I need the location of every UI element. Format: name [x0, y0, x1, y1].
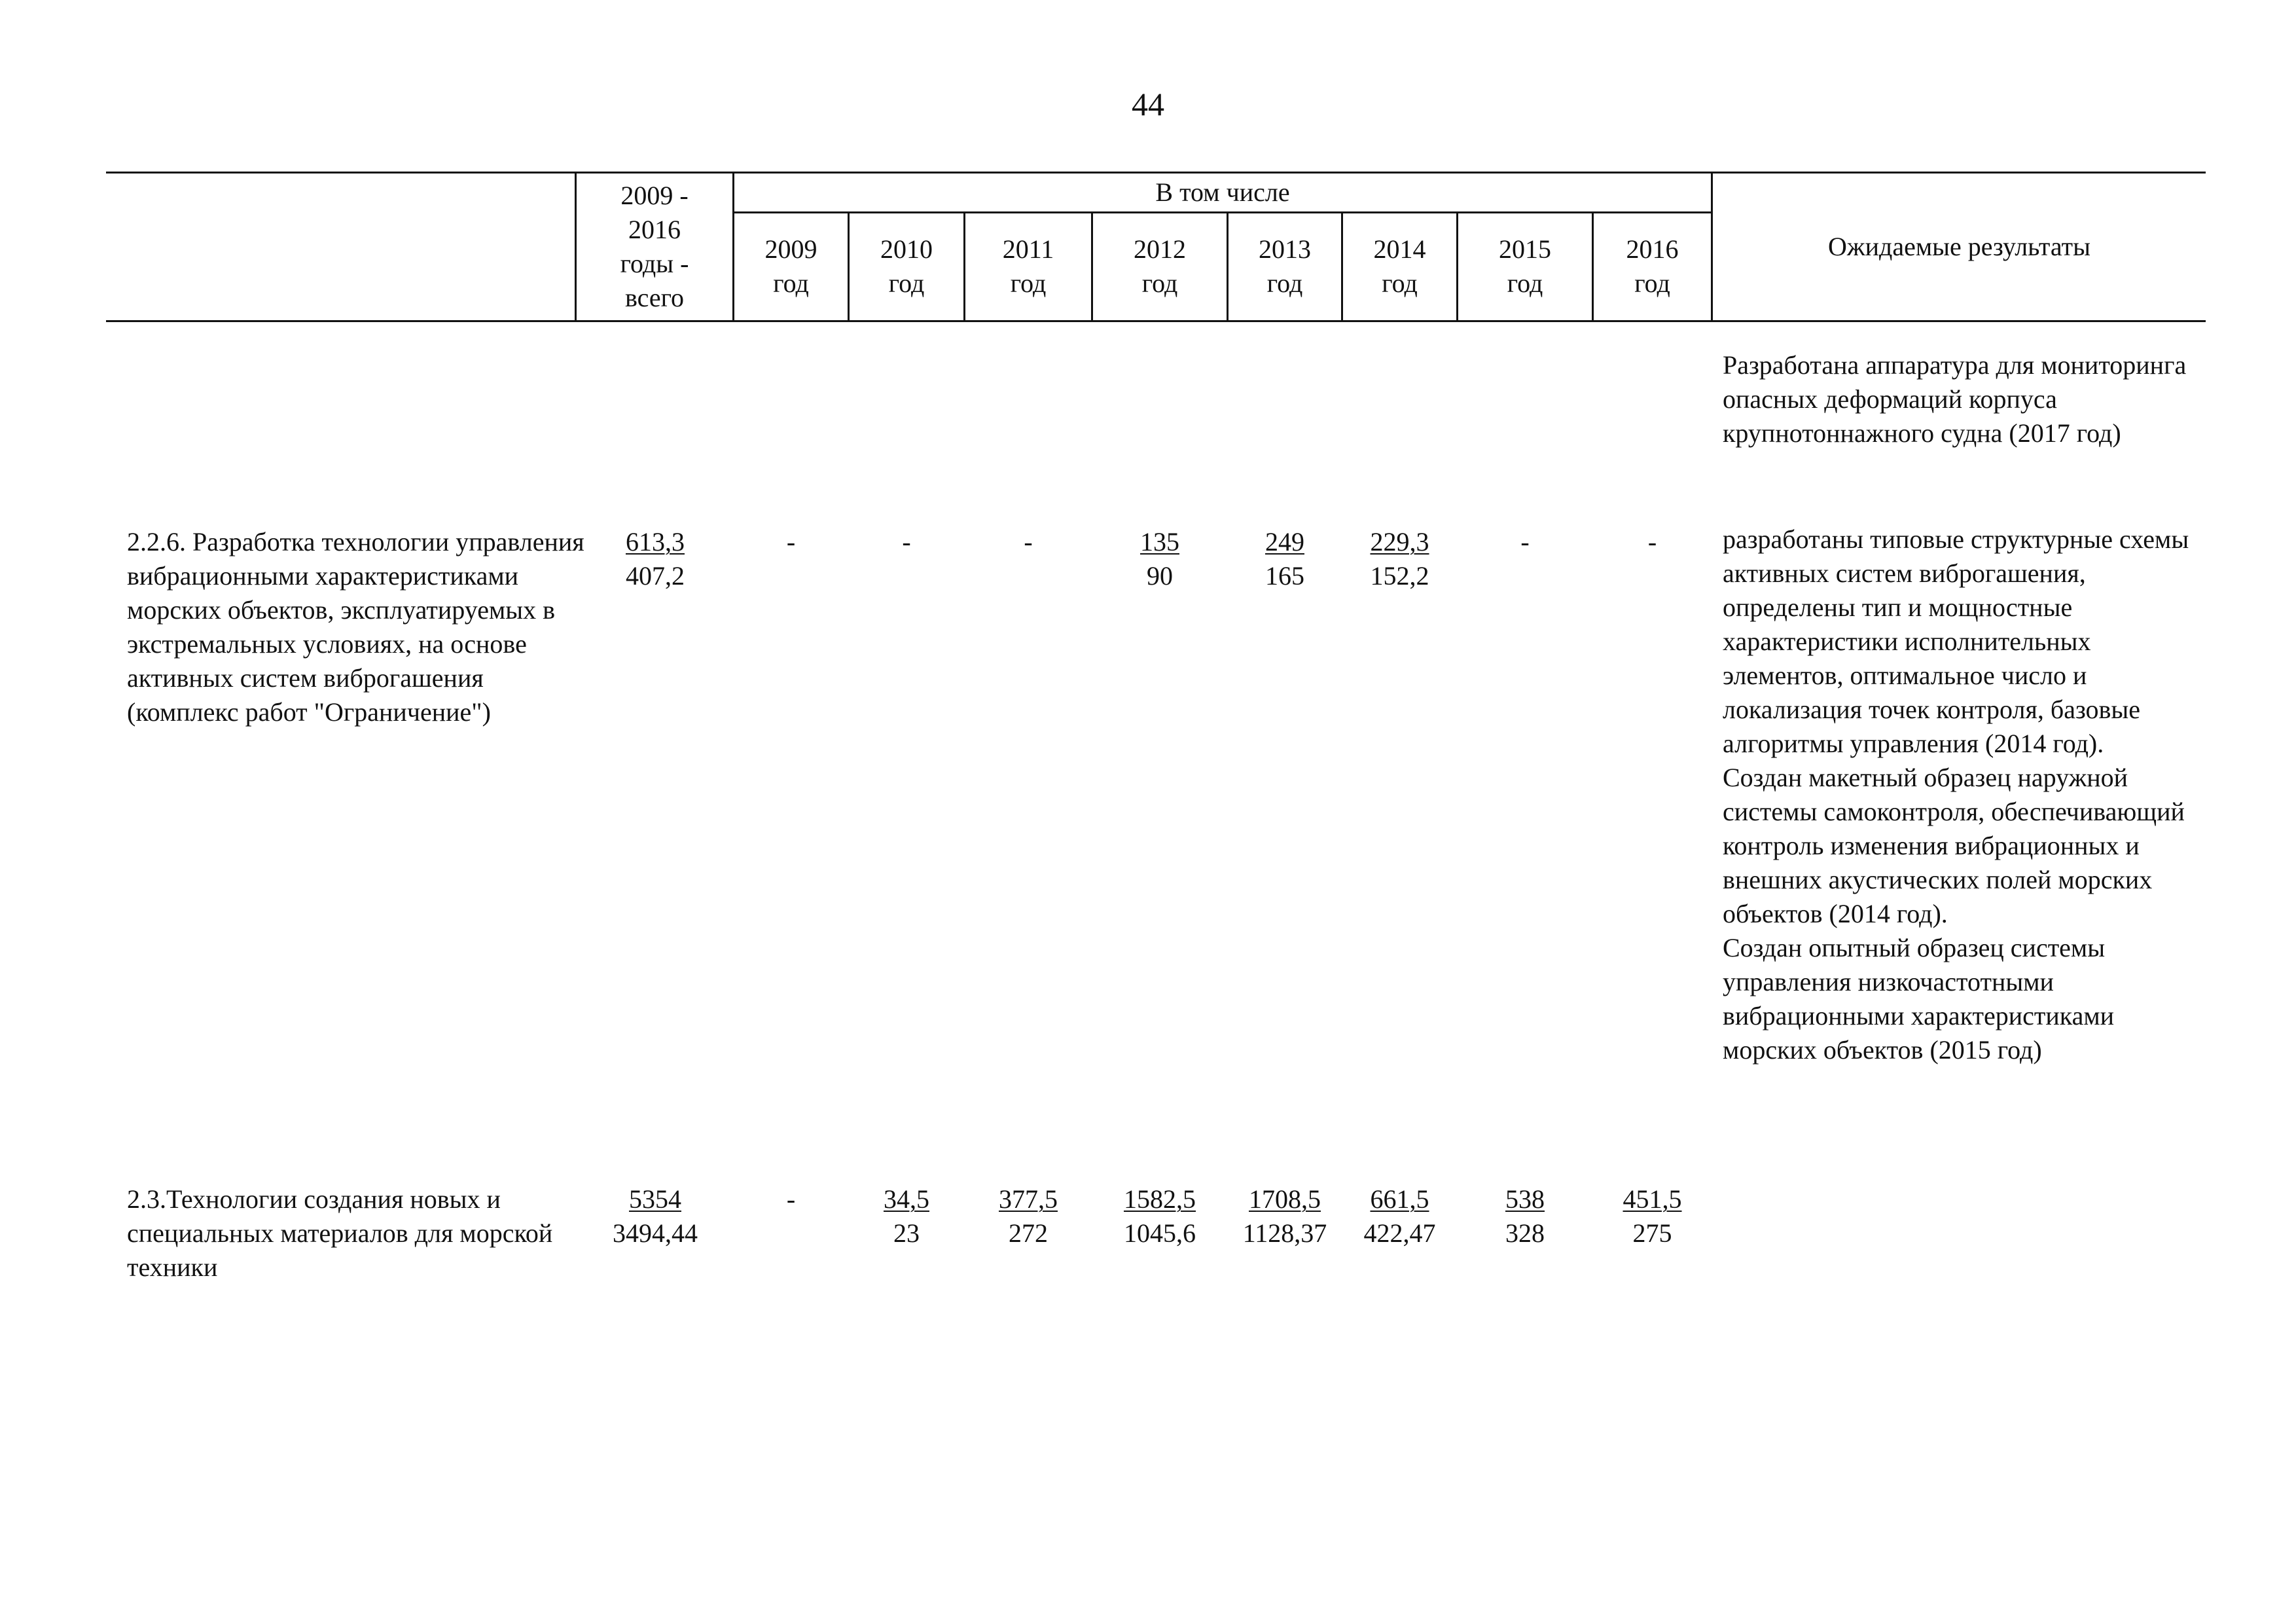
year-header-unit: год: [773, 268, 809, 298]
value-primary: 5354: [629, 1184, 681, 1214]
value-cell: [1594, 525, 1711, 559]
year-header-unit: год: [888, 268, 925, 298]
table-header: [106, 172, 2206, 322]
row-name: 2.3.Технологии создания новых и специальных материалов для морской техники: [127, 1184, 553, 1282]
year-header-unit: год: [1507, 268, 1543, 298]
value-secondary: 275: [1632, 1218, 1672, 1248]
value-primary: 451,5: [1623, 1184, 1682, 1214]
value-cell: [965, 525, 1091, 559]
value-primary: 613,3: [626, 527, 685, 556]
value-primary: 538: [1505, 1184, 1545, 1214]
value-cell: [1343, 1182, 1456, 1250]
value-secondary: 152,2: [1370, 561, 1429, 591]
value-cell: [1458, 1182, 1592, 1250]
value-cell: [734, 525, 848, 559]
value-secondary: 422,47: [1363, 1218, 1436, 1248]
value-cell: [1458, 525, 1592, 559]
year-header-unit: год: [1141, 268, 1178, 298]
year-header: [1458, 213, 1592, 320]
value-cell: [965, 1182, 1091, 1250]
year-header-year: 2010: [880, 234, 933, 264]
value-cell: [1594, 1182, 1711, 1250]
year-header-year: 2014: [1373, 234, 1426, 264]
year-header: [1343, 213, 1456, 320]
value-primary: 249: [1265, 527, 1304, 556]
value-cell: [577, 525, 733, 593]
value-cell: [734, 1182, 848, 1216]
year-header-unit: год: [1266, 268, 1303, 298]
value-secondary: 407,2: [626, 561, 685, 591]
value-primary: -: [1647, 527, 1657, 556]
value-secondary: 328: [1505, 1218, 1545, 1248]
year-header-year: 2009: [764, 234, 817, 264]
year-header: [850, 213, 963, 320]
value-secondary: 23: [893, 1218, 920, 1248]
value-primary: -: [786, 527, 796, 556]
value-primary: 1582,5: [1124, 1184, 1196, 1214]
year-header: [1594, 213, 1711, 320]
value-secondary: 3494,44: [613, 1218, 698, 1248]
result-paragraph: разработаны типовые структурные схемы активных систем виброгашения, определены тип и мощностные характеристики исполнительных элементов, оптимальное число и локализация точек контроля, базовые алгоритмы управления (2014 год).: [1723, 524, 2189, 758]
year-header-unit: год: [1382, 268, 1418, 298]
value-primary: 377,5: [999, 1184, 1058, 1214]
value-primary: -: [786, 1184, 796, 1214]
header-total: 2009 - 2016 годы - всего: [620, 181, 689, 312]
value-cell: [1229, 1182, 1341, 1250]
value-secondary: 90: [1147, 561, 1173, 591]
value-cell: [1343, 525, 1456, 593]
result-paragraph: Создан опытный образец системы управления низкочастотными вибрационными характеристиками морских объектов (2015 год): [1723, 933, 2115, 1065]
value-primary: 661,5: [1370, 1184, 1429, 1214]
value-secondary: 1045,6: [1124, 1218, 1196, 1248]
year-header-unit: год: [1634, 268, 1670, 298]
value-cell: [1229, 525, 1341, 593]
value-primary: -: [902, 527, 911, 556]
result-paragraph: Создан макетный образец наружной системы самоконтроля, обеспечивающий контроль изменения вибрационных и внешних акустических полей морских объектов (2014 год).: [1723, 763, 2185, 928]
year-header-year: 2012: [1134, 234, 1186, 264]
value-cell: [850, 1182, 963, 1250]
header-results: Ожидаемые результаты: [1828, 232, 2090, 261]
value-primary: -: [1024, 527, 1033, 556]
value-primary: 135: [1140, 527, 1179, 556]
page-number: 44: [1132, 86, 1164, 122]
year-header: [1229, 213, 1341, 320]
year-header: [1093, 213, 1227, 320]
value-primary: 1708,5: [1249, 1184, 1321, 1214]
year-header: [734, 213, 848, 320]
value-primary: 34,5: [884, 1184, 929, 1214]
value-primary: -: [1520, 527, 1530, 556]
year-header: [965, 213, 1091, 320]
value-primary: 229,3: [1370, 527, 1429, 556]
year-header-year: 2016: [1626, 234, 1679, 264]
value-cell: [1093, 1182, 1227, 1250]
value-cell: [577, 1182, 733, 1250]
year-header-year: 2013: [1259, 234, 1311, 264]
year-header-unit: год: [1010, 268, 1047, 298]
year-header-year: 2015: [1499, 234, 1551, 264]
value-cell: [1093, 525, 1227, 593]
header-including: В том числе: [1155, 177, 1290, 207]
row-name: 2.2.6. Разработка технологии управления вибрационными характеристиками морских объектов, эксплуатируемых в экстремальных условиях, на основе активных систем виброгашения (комплекс работ "Ограничение"): [127, 527, 584, 727]
value-secondary: 165: [1265, 561, 1304, 591]
value-cell: [850, 525, 963, 559]
value-secondary: 272: [1009, 1218, 1048, 1248]
top-result: Разработана аппаратура для мониторинга опасных деформаций корпуса крупнотоннажного судна (2017 год): [1723, 350, 2187, 448]
row-result: [1723, 522, 2207, 1067]
value-secondary: 1128,37: [1242, 1218, 1327, 1248]
year-header-year: 2011: [1002, 234, 1054, 264]
